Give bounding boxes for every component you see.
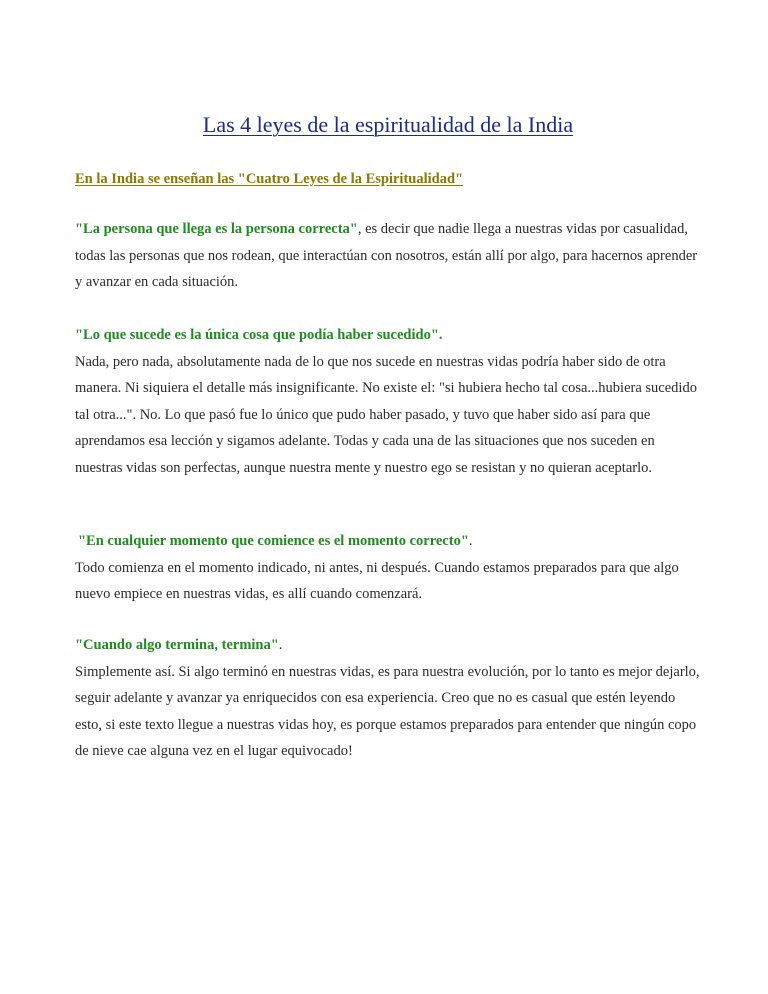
law-heading-line-4	[75, 632, 700, 659]
law-body-3: Todo comienza en el momento indicado, ni antes, ni después. Cuando estamos preparados para que algo nuevo empiece en nuestras vidas, es allí cuando comenzará.	[75, 559, 679, 602]
law-heading-line-2	[75, 322, 700, 349]
law-paragraph-1	[75, 216, 700, 296]
law-heading-line-3	[75, 528, 700, 555]
law-section-4	[75, 632, 700, 765]
page-subtitle: En la India se enseñan las "Cuatro Leyes de la Espiritualidad"	[75, 171, 464, 187]
law-heading-1: "La persona que llega es la persona correcta"	[75, 221, 358, 237]
law-section-3	[75, 528, 700, 608]
law-suffix-3: .	[468, 533, 473, 549]
law-suffix-4: .	[278, 637, 283, 653]
law-heading-3: "En cualquier momento que comience es el momento correcto"	[78, 533, 469, 549]
law-heading-2: "Lo que sucede es la única cosa que podía haber sucedido".	[75, 327, 443, 343]
page-title: Las 4 leyes de la espiritualidad de la India	[202, 112, 574, 137]
law-body-1: es decir que nadie llega a nuestras vidas por casualidad, todas las personas que nos rodean, que interactúan con nosotros, están allí por algo, para hacernos aprender y avanzar en cada situación.	[75, 221, 698, 290]
law-body-4: Simplemente así. Si algo terminó en nuestras vidas, es para nuestra evolución, por lo tanto es mejor dejarlo, seguir adelante y avanzar ya enriquecidos con esa experiencia. Creo que no es casual que estén leyendo esto, si este texto llegue a nuestras vidas hoy, es porque estamos preparados para entender que ningún copo de nieve cae alguna vez en el lugar equivocado!	[75, 663, 700, 759]
law-body-2: Nada, pero nada, absolutamente nada de lo que nos sucede en nuestras vidas podría haber sido de otra manera. Ni siquiera el detalle más insignificante. No existe el: "si hubiera hecho tal cosa...hubiera sucedido tal otra...". No. Lo que pasó fue lo único que pudo haber pasado, y tuvo que haber sido así para que aprendamos esa lección y sigamos adelante. Todas y cada una de las situaciones que nos suceden en nuestras vidas son perfectas, aunque nuestra mente y nuestro ego se resistan y no quieran aceptarlo.	[75, 353, 697, 476]
law-heading-4: "Cuando algo termina, termina"	[75, 637, 279, 653]
law-section-1	[75, 216, 700, 296]
law-suffix-1: ,	[357, 221, 362, 237]
law-section-2	[75, 322, 700, 481]
